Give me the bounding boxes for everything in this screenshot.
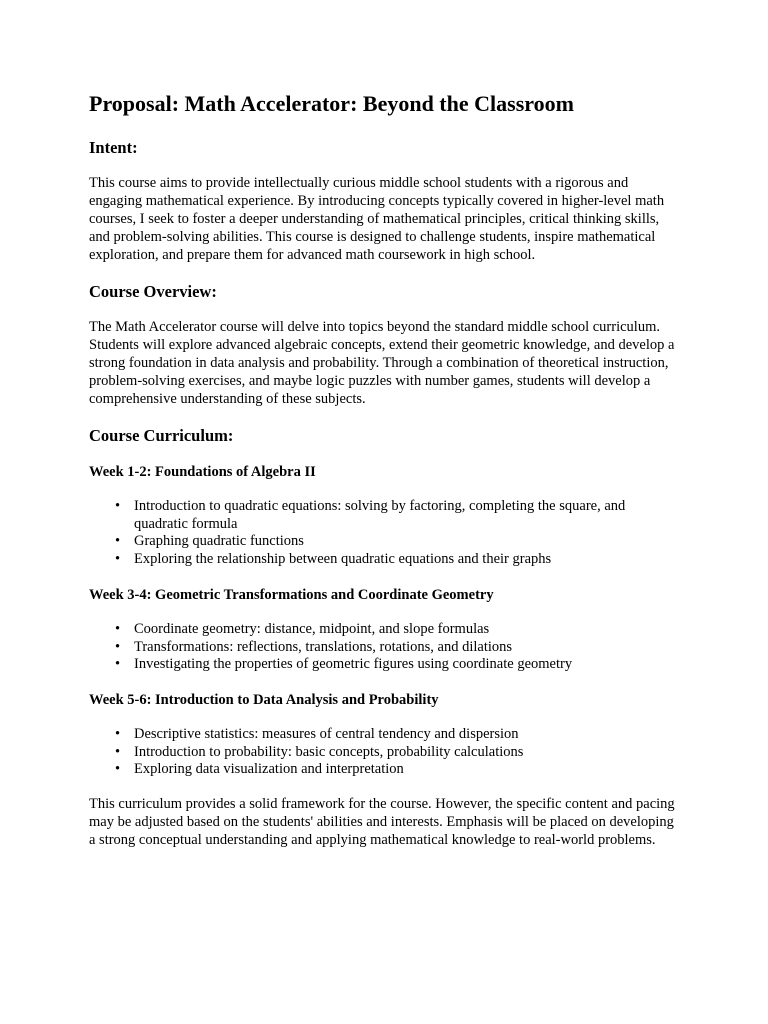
curriculum-heading: Course Curriculum: bbox=[89, 426, 234, 445]
document-page bbox=[89, 88, 681, 865]
document-title: Proposal: Math Accelerator: Beyond the Classroom bbox=[89, 91, 574, 116]
week-1-2-list bbox=[89, 498, 681, 569]
list-item: • Descriptive statistics: measures of central tendency and dispersion bbox=[134, 726, 681, 744]
week-5-6-list bbox=[89, 726, 681, 779]
list-item: • Transformations: reflections, translations, rotations, and dilations bbox=[134, 639, 681, 657]
intent-paragraph: This course aims to provide intellectually curious middle school students with a rigorous and engaging mathematical experience. By introducing concepts typically covered in higher-level math courses, I seek to foster a deeper understanding of mathematical principles, critical thinking skills, and problem-solving abilities. This course is designed to challenge students, inspire mathematical exploration, and prepare them for advanced math coursework in high school. bbox=[89, 175, 665, 263]
closing-paragraph: This curriculum provides a solid framework for the course. However, the specific content and pacing may be adjusted based on the students' abilities and interests. Emphasis will be placed on developing a strong conceptual understanding and applying mathematical knowledge to real-world problems. bbox=[89, 796, 675, 849]
intent-heading: Intent: bbox=[89, 138, 138, 157]
list-item: • Graphing quadratic functions bbox=[134, 533, 681, 551]
overview-heading: Course Overview: bbox=[89, 282, 217, 301]
week-1-2-heading: Week 1-2: Foundations of Algebra II bbox=[89, 464, 316, 480]
list-item: • Investigating the properties of geometric figures using coordinate geometry bbox=[134, 656, 681, 674]
week-3-4-list bbox=[89, 621, 681, 674]
list-item: • Exploring the relationship between quadratic equations and their graphs bbox=[134, 551, 681, 569]
list-item: • Introduction to probability: basic concepts, probability calculations bbox=[134, 744, 681, 762]
list-item: • Coordinate geometry: distance, midpoint, and slope formulas bbox=[134, 621, 681, 639]
list-item: • Introduction to quadratic equations: solving by factoring, completing the square, and quadratic formula bbox=[134, 498, 681, 533]
week-3-4-heading: Week 3-4: Geometric Transformations and Coordinate Geometry bbox=[89, 586, 494, 603]
overview-paragraph: The Math Accelerator course will delve into topics beyond the standard middle school curriculum. Students will explore advanced algebraic concepts, extend their geometric knowledge, and develop a strong foundation in data analysis and probability. Through a combination of theoretical instruction, problem-solving exercises, and maybe logic puzzles with number games, students will develop a comprehensive understanding of these subjects. bbox=[89, 319, 675, 407]
list-item: • Exploring data visualization and interpretation bbox=[134, 761, 681, 779]
week-5-6-heading: Week 5-6: Introduction to Data Analysis and Probability bbox=[89, 691, 439, 708]
